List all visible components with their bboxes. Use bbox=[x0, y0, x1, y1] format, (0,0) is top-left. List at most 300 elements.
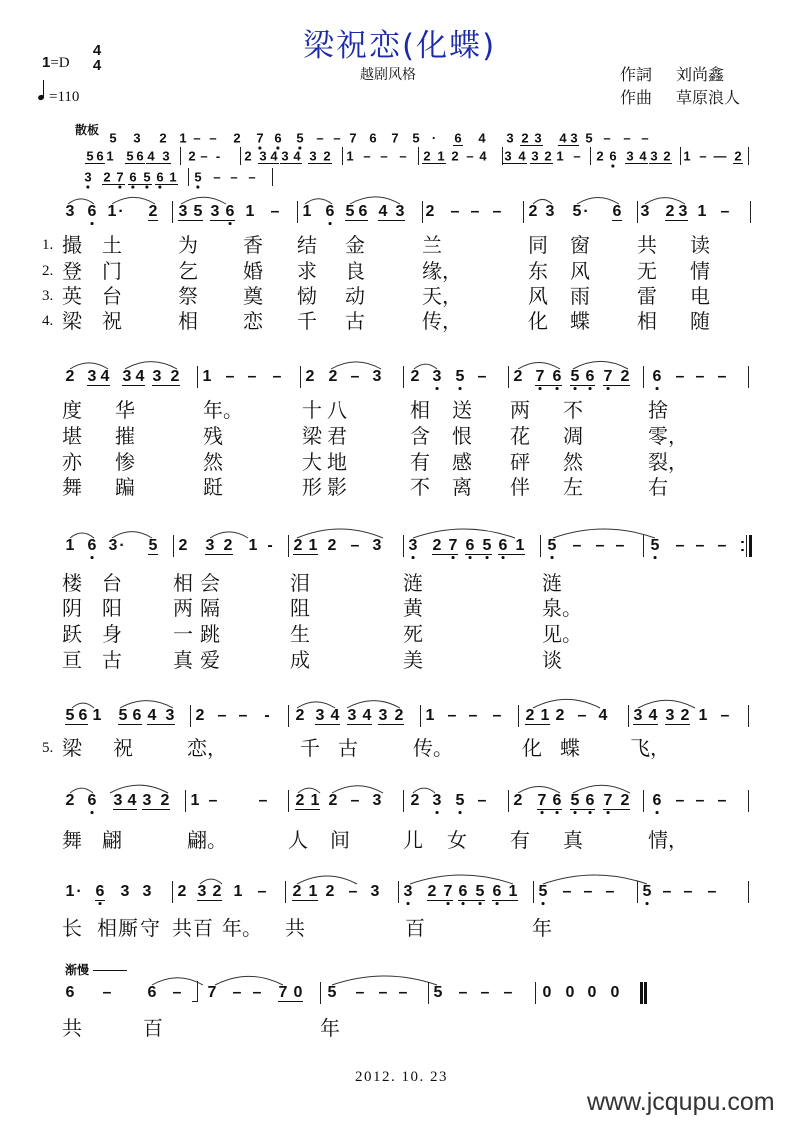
sustain-dash: – bbox=[399, 148, 407, 164]
sustain-dash: – bbox=[717, 368, 727, 385]
sustain-dash: – bbox=[480, 984, 490, 1001]
lyric-char: 然 bbox=[563, 450, 583, 474]
note: 1 bbox=[106, 148, 114, 164]
composer-name: 草原浪人 bbox=[676, 88, 741, 107]
lyric-char: 涟 bbox=[403, 571, 423, 595]
lyric-char: 跃 bbox=[62, 622, 82, 646]
lower-octave-dot bbox=[502, 556, 505, 559]
sustain-dash: – bbox=[208, 792, 218, 809]
sustain-dash: – bbox=[573, 148, 581, 164]
repeat-dot bbox=[741, 541, 744, 544]
beam-underline bbox=[503, 163, 527, 164]
time-signature bbox=[91, 43, 103, 73]
lower-octave-dot bbox=[542, 902, 545, 905]
sustain-dash: – bbox=[675, 368, 685, 385]
lyric-char: 舞 bbox=[62, 475, 82, 499]
lyric-char: 地 bbox=[327, 450, 347, 474]
sustain-dash: – bbox=[193, 130, 201, 146]
note: 1 bbox=[698, 707, 708, 724]
lyric-char: 感 bbox=[452, 450, 472, 474]
note: 3 bbox=[640, 203, 650, 220]
lyric-char: 厮 bbox=[118, 916, 138, 940]
note: 0 bbox=[587, 984, 597, 1001]
note: 3 bbox=[570, 130, 578, 146]
lyric-char: 年 bbox=[532, 916, 552, 940]
lyric-char: 离 bbox=[452, 475, 472, 499]
note: 6 bbox=[454, 130, 462, 146]
beam-underline bbox=[118, 724, 142, 725]
lyric-char: 英 bbox=[62, 284, 82, 308]
verse-number: 1. bbox=[42, 237, 54, 253]
watermark-url: www.jcqupu.com bbox=[587, 1088, 775, 1116]
lyric-char: 泪 bbox=[290, 571, 310, 595]
beam-underline bbox=[113, 809, 137, 810]
note: 4 bbox=[559, 130, 567, 146]
lower-octave-dot bbox=[589, 811, 592, 814]
lower-octave-dot bbox=[459, 387, 462, 390]
barline bbox=[643, 535, 644, 557]
sustain-dash: - bbox=[215, 148, 221, 164]
lyric-char: 共 bbox=[285, 916, 305, 940]
lyric-char: 求 bbox=[297, 259, 317, 283]
lyric-char: 隔 bbox=[200, 596, 220, 620]
beam-underline bbox=[295, 809, 320, 810]
note: 3 bbox=[108, 537, 118, 554]
note: 0 bbox=[293, 984, 303, 1001]
beam-underline bbox=[453, 145, 463, 146]
time-signature-numerator: 4 bbox=[92, 42, 102, 59]
augmentation-dot: · bbox=[118, 203, 124, 220]
lower-octave-dot bbox=[436, 811, 439, 814]
sustain-dash: – bbox=[562, 883, 572, 900]
lyric-char: 香 bbox=[243, 233, 263, 257]
barline bbox=[518, 705, 519, 727]
lyric-char: 百 bbox=[193, 916, 213, 940]
note: 3 bbox=[87, 368, 97, 385]
sustain-dash: – bbox=[316, 130, 324, 146]
sustain-dash: – bbox=[683, 883, 693, 900]
note: 5 bbox=[651, 538, 660, 554]
note: 2 bbox=[432, 537, 442, 554]
lyric-char: 年 bbox=[320, 1016, 340, 1040]
note: 1 bbox=[683, 148, 691, 164]
note: 3 bbox=[395, 203, 405, 220]
lower-octave-dot bbox=[407, 902, 410, 905]
sustain-dash: – bbox=[470, 203, 480, 220]
sustain-dash: – bbox=[615, 537, 625, 554]
ritardando-text: 渐慢 bbox=[65, 963, 90, 977]
barline bbox=[748, 147, 749, 165]
composer-label: 作曲 bbox=[620, 88, 653, 107]
note: 2 bbox=[65, 368, 75, 385]
lyric-char: 传， bbox=[422, 309, 462, 333]
lyric-char: 阴 bbox=[62, 596, 82, 620]
note: 4 bbox=[478, 130, 486, 146]
note: 1 bbox=[425, 707, 435, 724]
lower-octave-dot bbox=[574, 811, 577, 814]
beam-underline bbox=[535, 385, 562, 386]
note: 2 bbox=[244, 148, 252, 164]
sustain-dash: – bbox=[248, 169, 256, 185]
beam-underline bbox=[530, 163, 553, 164]
note: 5 bbox=[456, 793, 465, 809]
sustain-dash: – bbox=[695, 368, 705, 385]
beam-underline bbox=[625, 163, 648, 164]
lyric-char: 泉。 bbox=[542, 596, 582, 620]
barline bbox=[535, 982, 536, 1004]
note: 2 bbox=[295, 792, 305, 809]
lyric-char: 奠 bbox=[243, 284, 263, 308]
barline bbox=[403, 535, 404, 557]
sustain-dash: – bbox=[238, 707, 248, 724]
note: 2 bbox=[544, 148, 552, 164]
lower-octave-dot bbox=[556, 387, 559, 390]
note: 2 bbox=[665, 203, 675, 220]
note: 5 bbox=[194, 171, 201, 184]
sustain-dash: – bbox=[675, 537, 685, 554]
note: 5 bbox=[548, 538, 557, 554]
lyric-char: 祭 bbox=[178, 284, 198, 308]
note: 2 bbox=[555, 707, 565, 724]
quarter-note-icon bbox=[38, 80, 46, 100]
lyric-char: 恨 bbox=[452, 424, 472, 448]
beam-underline bbox=[95, 900, 105, 901]
lower-octave-dot bbox=[436, 387, 439, 390]
beam-underline bbox=[87, 385, 110, 386]
lyric-char: 身 bbox=[102, 622, 122, 646]
sustain-dash: – bbox=[270, 203, 280, 220]
lyric-char: 见。 bbox=[542, 622, 582, 646]
barline bbox=[748, 366, 749, 388]
note: 3 bbox=[433, 793, 442, 809]
lyric-char: 长 bbox=[62, 916, 82, 940]
lyric-char: 台 bbox=[102, 284, 122, 308]
note: 2 bbox=[305, 368, 315, 385]
lyric-char: 影 bbox=[327, 475, 347, 499]
note: 7 bbox=[536, 369, 545, 385]
barline bbox=[502, 147, 503, 165]
barline bbox=[523, 201, 524, 223]
lyric-char: 情， bbox=[648, 828, 688, 852]
lyric-char: 读 bbox=[690, 233, 710, 257]
lower-octave-dot bbox=[91, 222, 94, 225]
barline bbox=[403, 790, 404, 812]
barline bbox=[240, 147, 241, 165]
lyric-char: 美 bbox=[403, 648, 423, 672]
barline bbox=[172, 201, 173, 223]
lyric-char: 伴 bbox=[510, 475, 530, 499]
note: 2 bbox=[328, 368, 338, 385]
barline bbox=[300, 366, 301, 388]
lyric-char: 有 bbox=[510, 828, 530, 852]
sustain-dash: – bbox=[577, 707, 587, 724]
lyric-char: 梁 bbox=[302, 424, 322, 448]
note: 3 bbox=[309, 148, 317, 164]
beam-underline bbox=[432, 554, 458, 555]
lower-octave-dot bbox=[459, 811, 462, 814]
note: 6 bbox=[132, 707, 142, 724]
note: 5 bbox=[65, 707, 75, 724]
lyric-char: 梁 bbox=[62, 309, 82, 333]
lyric-char: 度 bbox=[62, 398, 82, 422]
lyric-char: 年。 bbox=[222, 916, 262, 940]
barline bbox=[637, 881, 638, 903]
lyric-char: 为 bbox=[178, 233, 198, 257]
note: 5 bbox=[456, 369, 465, 385]
slur-arc bbox=[215, 976, 283, 985]
lyric-char: 翩。 bbox=[187, 828, 227, 852]
beam-underline bbox=[570, 385, 595, 386]
sustain-dash: – bbox=[466, 148, 474, 164]
intro-free-tempo-label: 散板 bbox=[75, 123, 100, 137]
sustain-dash: – bbox=[717, 792, 727, 809]
note: 2 bbox=[620, 368, 630, 385]
sustain-dash: – bbox=[477, 368, 487, 385]
lyric-char: 结 bbox=[297, 233, 317, 257]
note: 1 bbox=[202, 368, 212, 385]
note: 2 bbox=[620, 792, 630, 809]
barline bbox=[748, 790, 749, 812]
beam-underline bbox=[152, 385, 180, 386]
lower-octave-dot bbox=[479, 902, 482, 905]
beam-underline bbox=[733, 163, 743, 164]
beam-underline bbox=[558, 145, 579, 146]
lyric-char: 花 bbox=[510, 424, 530, 448]
phrase-bracket-barline bbox=[192, 981, 198, 1002]
note: 1 bbox=[540, 707, 550, 724]
note: 3 bbox=[409, 538, 418, 554]
note: 2 bbox=[513, 792, 523, 809]
note: 6 bbox=[466, 538, 475, 554]
sustain-dash: – bbox=[492, 707, 502, 724]
beam-underline bbox=[570, 809, 595, 810]
note: 2 bbox=[65, 792, 75, 809]
song-title: 梁祝恋(化蝶) bbox=[303, 28, 497, 64]
lower-octave-dot bbox=[91, 811, 94, 814]
note: 3 bbox=[534, 130, 542, 146]
note: 2 bbox=[212, 883, 222, 900]
barline bbox=[185, 790, 186, 812]
lyric-char: 风 bbox=[570, 259, 590, 283]
barline bbox=[533, 881, 534, 903]
verse-number: 4. bbox=[42, 313, 54, 329]
sustain-dash: – bbox=[720, 203, 730, 220]
lyric-char: 含 bbox=[410, 424, 430, 448]
beam-underline bbox=[649, 163, 672, 164]
lyric-char: 古 bbox=[345, 309, 365, 333]
note: 4 bbox=[362, 707, 372, 724]
lyric-char: 两 bbox=[510, 398, 530, 422]
lower-octave-dot bbox=[496, 902, 499, 905]
note: 2 bbox=[178, 537, 188, 554]
sustain-dash: – bbox=[699, 148, 707, 164]
note: 2 bbox=[292, 883, 302, 900]
note: 5 bbox=[345, 203, 355, 220]
song-subtitle: 越剧风格 bbox=[360, 67, 416, 83]
note: 2 bbox=[451, 148, 459, 164]
note: 3 bbox=[152, 368, 162, 385]
lyric-char: 婚 bbox=[243, 259, 263, 283]
note: 6 bbox=[226, 204, 235, 220]
beam-underline bbox=[122, 385, 145, 386]
note: 6 bbox=[609, 150, 616, 163]
note: 6 bbox=[136, 148, 144, 164]
beam-underline bbox=[142, 809, 170, 810]
tempo-value: =110 bbox=[49, 89, 80, 105]
final-barline bbox=[640, 982, 643, 1004]
barline bbox=[428, 982, 429, 1004]
lyric-char: 蹁 bbox=[115, 475, 135, 499]
barline bbox=[197, 366, 198, 388]
lower-octave-dot bbox=[556, 811, 559, 814]
lyric-char: 相 bbox=[173, 571, 193, 595]
barline bbox=[508, 366, 509, 388]
note: 5 bbox=[296, 132, 303, 145]
note: 4 bbox=[479, 148, 487, 164]
lyric-char: 送 bbox=[452, 398, 472, 422]
note: 1 bbox=[308, 537, 318, 554]
lower-octave-dot bbox=[541, 811, 544, 814]
sustain-dash: – bbox=[641, 130, 649, 146]
sustain-dash: – bbox=[603, 130, 611, 146]
sustain-dash: – bbox=[605, 883, 615, 900]
note: 5 bbox=[571, 369, 580, 385]
slur-layer bbox=[0, 862, 793, 886]
note: 3 bbox=[142, 792, 152, 809]
note: 3 bbox=[633, 707, 643, 724]
note: 6 bbox=[653, 369, 662, 385]
lyric-char: 裂， bbox=[648, 450, 688, 474]
sustain-dash: – bbox=[447, 707, 457, 724]
lyric-char: 左 bbox=[563, 475, 583, 499]
final-barline bbox=[644, 982, 647, 1004]
note: 1 bbox=[346, 148, 354, 164]
lyric-char: 阳 bbox=[102, 596, 122, 620]
sustain-dash: – bbox=[350, 792, 360, 809]
note: 5 bbox=[148, 537, 158, 554]
beam-underline bbox=[148, 220, 158, 221]
note: 3 bbox=[315, 707, 325, 724]
sustain-dash: – bbox=[468, 707, 478, 724]
beam-underline bbox=[612, 220, 622, 221]
sustain-dash: - bbox=[264, 707, 270, 724]
note: 3 bbox=[65, 203, 75, 220]
composer-credit bbox=[620, 88, 741, 107]
note: 7 bbox=[207, 984, 217, 1001]
lyric-char: 梁 bbox=[62, 736, 82, 760]
note: 1 bbox=[65, 883, 75, 900]
note: 7 bbox=[604, 793, 613, 809]
note: 2 bbox=[734, 148, 742, 164]
lyric-char: 化 bbox=[528, 309, 548, 333]
lyric-char: 天， bbox=[422, 284, 462, 308]
lyric-char: 相 bbox=[178, 309, 198, 333]
sustain-dash: – bbox=[720, 707, 730, 724]
note: 3 bbox=[120, 883, 130, 900]
lyric-char: 两 bbox=[173, 596, 193, 620]
note: 6 bbox=[88, 538, 97, 554]
repeat-dot bbox=[741, 549, 744, 552]
lyric-char: 共 bbox=[637, 233, 657, 257]
lyric-char: 撮 bbox=[62, 233, 82, 257]
note: 7 bbox=[116, 171, 123, 184]
note: 6 bbox=[88, 204, 97, 220]
sustain-dash: – bbox=[350, 368, 360, 385]
lyric-char: 华 bbox=[115, 398, 135, 422]
lyric-char: 雷 bbox=[637, 284, 657, 308]
augmentation-dot: · bbox=[119, 537, 125, 554]
lyric-char: 堪 bbox=[62, 424, 82, 448]
sustain-dash: – bbox=[333, 130, 341, 146]
note: 6 bbox=[369, 130, 377, 146]
note: 6 bbox=[96, 884, 105, 900]
note: 6 bbox=[499, 538, 508, 554]
note: 5 bbox=[433, 984, 443, 1001]
barline bbox=[628, 705, 629, 727]
lyric-char: 相 bbox=[97, 916, 117, 940]
note: 6 bbox=[274, 132, 281, 145]
lower-octave-dot bbox=[469, 556, 472, 559]
lyric-char: 间 bbox=[330, 828, 350, 852]
note: 7 bbox=[349, 130, 357, 146]
lyric-char: 右 bbox=[648, 475, 668, 499]
beam-underline bbox=[178, 220, 203, 221]
note: 0 bbox=[542, 984, 552, 1001]
lyric-char: 惨 bbox=[115, 450, 135, 474]
sustain-dash: – bbox=[492, 203, 502, 220]
note: 3 bbox=[531, 148, 539, 164]
lyric-char: 情 bbox=[690, 259, 710, 283]
barline bbox=[180, 147, 181, 165]
note: 6 bbox=[78, 707, 88, 724]
lyric-char: 电 bbox=[690, 284, 710, 308]
lyric-char: 无 bbox=[637, 259, 657, 283]
beam-underline bbox=[665, 220, 688, 221]
lyricist-credit bbox=[620, 65, 725, 84]
note: 3 bbox=[210, 203, 220, 220]
barline bbox=[342, 147, 343, 165]
note: 3 bbox=[133, 130, 141, 146]
lyric-char: 会 bbox=[200, 571, 220, 595]
lower-octave-dot bbox=[329, 222, 332, 225]
note: 2 bbox=[103, 169, 111, 185]
note: 7 bbox=[256, 132, 263, 145]
sustain-dash: – bbox=[623, 130, 631, 146]
sustain-dash: – bbox=[458, 984, 468, 1001]
lyric-char: 舞 bbox=[62, 828, 82, 852]
barline bbox=[172, 881, 173, 903]
lower-octave-dot bbox=[412, 556, 415, 559]
note: 6 bbox=[459, 884, 468, 900]
beam-underline bbox=[498, 554, 525, 555]
note: 6 bbox=[96, 148, 104, 164]
lower-octave-dot bbox=[607, 811, 610, 814]
note: 3 bbox=[113, 792, 123, 809]
beam-underline bbox=[125, 163, 145, 164]
note: 1 bbox=[515, 537, 525, 554]
lyric-char: 同 bbox=[528, 233, 548, 257]
augmentation-dot: · bbox=[431, 130, 437, 146]
sustain-dash: – bbox=[213, 169, 221, 185]
note: 2 bbox=[233, 130, 241, 146]
key-signature bbox=[42, 54, 70, 72]
lyric-char: 捨 bbox=[648, 398, 668, 422]
lyric-char: 守 bbox=[140, 916, 160, 940]
key-name: =D bbox=[50, 55, 70, 71]
note: 5 bbox=[126, 148, 134, 164]
slur-arc bbox=[543, 875, 647, 884]
lyric-char: 雨 bbox=[570, 284, 590, 308]
